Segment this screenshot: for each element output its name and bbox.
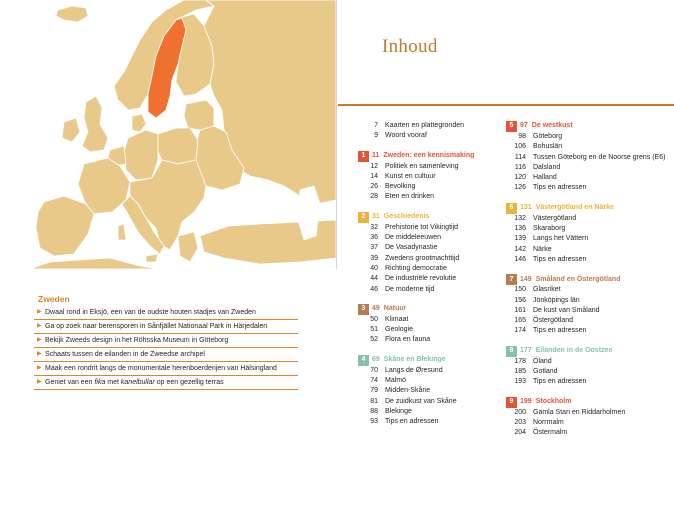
toc-entry[interactable] [506, 418, 668, 428]
toc-entry[interactable] [506, 408, 668, 418]
toc-page: 126 [514, 184, 526, 192]
toc-entry[interactable] [358, 264, 508, 274]
toc-entry[interactable] [506, 326, 668, 336]
chapter-page: 49 [372, 305, 380, 313]
toc-title: De zuidkust van Skåne [385, 397, 457, 405]
poland [156, 128, 198, 164]
toc-entry[interactable] [358, 162, 508, 172]
highlights-title: Zweden [38, 294, 70, 304]
chapter-number-badge: 9 [506, 397, 517, 408]
page-fold [336, 0, 337, 269]
chapter-title: De westkust [531, 122, 573, 130]
toc-entry[interactable] [506, 255, 668, 265]
toc-entry[interactable] [506, 428, 668, 438]
toc-title: Öland [533, 357, 552, 365]
toc-title: Skaraborg [533, 225, 566, 233]
toc-entry[interactable] [506, 142, 668, 152]
toc-title: Kaarten en plattegronden [385, 122, 465, 129]
chapter-title: Skåne en Blekinge [383, 356, 446, 364]
europe-map [0, 0, 336, 269]
toc-entry[interactable] [358, 315, 508, 325]
toc-entry[interactable] [506, 245, 668, 255]
toc-entry[interactable] [358, 386, 508, 396]
toc-entry[interactable] [506, 285, 668, 295]
toc-page: 139 [514, 235, 526, 243]
toc-entry[interactable] [506, 306, 668, 316]
toc-chapter [506, 274, 668, 336]
toc-title: Göteborg [533, 133, 563, 140]
toc-page: 44 [370, 275, 378, 283]
toc-title: Östergötland [533, 317, 574, 325]
toc-page: 74 [370, 377, 378, 385]
toc-entry[interactable] [506, 173, 668, 183]
toc-page: 93 [370, 418, 378, 426]
chapter-page: 97 [520, 122, 528, 130]
arrow-icon: ▶ [37, 379, 42, 385]
chapter-number-badge: 7 [506, 274, 517, 285]
highlight-text-italic: fika [94, 379, 106, 386]
toc-page: 98 [518, 133, 526, 140]
baltics [184, 100, 214, 130]
toc-page: 81 [370, 397, 378, 405]
toc-title: Halland [533, 174, 557, 182]
toc-entry[interactable] [358, 325, 508, 335]
toc-title: De moderne tijd [385, 285, 435, 293]
toc-title: Dalsland [533, 163, 561, 171]
toc-title: Gamla Stan en Riddarholmen [533, 408, 626, 416]
toc-title: Tips en adressen [385, 418, 439, 426]
toc-title: Klimaat [385, 315, 409, 323]
toc-entry[interactable] [358, 223, 508, 233]
toc-title: De Vasadynastie [385, 244, 438, 252]
toc-title: Malmö [385, 377, 407, 385]
arrow-icon: ▶ [37, 365, 42, 371]
chapter-page: 177 [520, 347, 532, 355]
toc-entry[interactable] [358, 254, 508, 264]
toc-chapter [506, 346, 668, 388]
toc-entry[interactable] [358, 182, 508, 192]
chapter-heading[interactable] [506, 121, 668, 132]
toc-title: Närke [533, 245, 552, 253]
highlight-item [34, 306, 298, 320]
toc-entry[interactable] [506, 132, 668, 142]
toc-page: 174 [514, 327, 526, 335]
highlight-text-a: Geniet van een [45, 379, 95, 386]
toc-title: Langs het Vättern [533, 235, 589, 243]
toc-title: Flora en fauna [385, 336, 431, 344]
toc-right-column [506, 121, 668, 439]
toc-entry[interactable] [358, 243, 508, 253]
chapter-title: Eilanden in de Oostzee [535, 347, 613, 355]
chapter-heading[interactable] [506, 397, 668, 408]
toc-page: 51 [370, 326, 378, 334]
chapter-page: 31 [372, 213, 380, 221]
toc-entry[interactable] [506, 357, 668, 367]
chapter-page: 11 [372, 151, 380, 159]
toc-entry[interactable] [358, 192, 508, 202]
toc-title: Eten en drinken [385, 193, 435, 201]
toc-chapter [358, 355, 508, 428]
toc-chapter [506, 203, 668, 265]
toc-page: 150 [514, 286, 526, 294]
toc-title: Tips en adressen [533, 184, 587, 192]
toc-entry[interactable] [506, 224, 668, 234]
toc-page: 136 [514, 225, 526, 233]
toc-page: 28 [370, 193, 378, 201]
toc-entry[interactable] [506, 183, 668, 193]
toc-page: 46 [370, 285, 378, 293]
toc-entry[interactable] [506, 234, 668, 244]
chapter-page: 149 [520, 275, 532, 283]
toc-page: 88 [370, 407, 378, 415]
chapter-page: 69 [372, 356, 380, 364]
toc-entry[interactable] [358, 285, 508, 295]
toc-page: 32 [370, 223, 378, 231]
highlight-item [34, 376, 298, 390]
toc-entry[interactable] [506, 214, 668, 224]
toc-title: Woord vooraf [385, 132, 427, 140]
toc-title: Tips en adressen [533, 327, 587, 335]
toc-page: 178 [514, 357, 526, 365]
toc-chapter [358, 151, 508, 203]
chapter-heading[interactable] [358, 151, 508, 162]
toc-page: 40 [370, 264, 378, 272]
toc-page: 146 [514, 255, 526, 263]
toc-title: Prehistorie tot Vikingtijd [385, 223, 459, 231]
toc-entry[interactable] [358, 335, 508, 345]
toc-page: 79 [370, 387, 378, 395]
toc-title: Richting democratie [385, 264, 447, 272]
toc-entry[interactable] [358, 172, 508, 182]
toc-chapter [506, 397, 668, 439]
highlight-text: Maak een rondrit langs de monumentale herenboerderijen van Hälsingland [45, 365, 277, 372]
toc-page: 193 [514, 378, 526, 386]
highlight-text: Dwaal rond in Eksjö, een van de oudste houten stadjes van Zweden [45, 309, 256, 316]
toc-page: 39 [370, 254, 378, 262]
highlight-text-italic: kanelbullar [120, 379, 155, 386]
toc-title: Tips en adressen [533, 255, 587, 263]
toc-entry[interactable] [506, 163, 668, 173]
toc-entry[interactable] [358, 376, 508, 386]
toc-title: Midden-Skåne [385, 387, 431, 395]
toc-title: Tips en adressen [533, 378, 587, 386]
toc-entry[interactable] [506, 316, 668, 326]
toc-title: Zwedens grootmachttijd [385, 254, 460, 262]
toc-entry[interactable] [358, 407, 508, 417]
chapter-heading[interactable] [506, 274, 668, 285]
toc-entry[interactable] [506, 367, 668, 377]
toc-title: Östermalm [533, 429, 568, 437]
highlight-text: Ga op zoek naar berensporen in Sånfjället Nationaal Park in Härjedalen [45, 323, 268, 330]
chapter-title: Zweden: een kennismaking [383, 151, 475, 159]
chapter-heading[interactable] [358, 212, 508, 223]
chapter-heading[interactable] [506, 203, 668, 214]
caspian-sea [298, 186, 320, 240]
toc-title: De middeleeuwen [385, 234, 442, 242]
arrow-icon: ▶ [37, 337, 42, 343]
page-title: Inhoud [382, 36, 438, 57]
toc-entry[interactable] [358, 366, 508, 376]
toc-left-column [358, 121, 508, 428]
toc-page: 50 [370, 315, 378, 323]
chapter-number-badge: 3 [358, 304, 369, 315]
highlight-text: Bekijk Zweeds design in het Röhsska Museum in Göteborg [45, 337, 229, 344]
toc-page: 203 [514, 418, 526, 426]
toc-page: 52 [370, 336, 378, 344]
chapter-page: 131 [520, 204, 532, 212]
toc-page: 14 [370, 172, 378, 180]
toc-title: Glasriket [533, 286, 561, 294]
toc-title: Bohuslän [533, 143, 563, 151]
toc-page: 185 [514, 368, 526, 376]
toc-entry[interactable] [358, 397, 508, 407]
toc-page: 116 [514, 163, 526, 171]
chapter-title: Natuur [383, 305, 407, 313]
toc-page: 70 [370, 366, 378, 374]
highlight-text: Schaats tussen de eilanden in de Zweedse archipel [45, 351, 205, 358]
highlight-item [34, 334, 298, 348]
toc-page: 204 [514, 429, 526, 437]
toc-title: Tussen Göteborg en de Noorse grens (E6) [533, 153, 666, 161]
highlight-item [34, 348, 298, 362]
toc-page: 7 [374, 122, 378, 129]
toc-title: Politiek en samenleving [385, 162, 459, 170]
title-rule [338, 104, 674, 106]
toc-title: De kust van Småland [533, 306, 600, 314]
toc-entry[interactable] [506, 153, 668, 163]
highlights-box [34, 294, 298, 390]
toc-entry[interactable] [506, 296, 668, 306]
toc-page: 142 [514, 245, 526, 253]
toc-page: 9 [374, 132, 378, 140]
arrow-icon: ▶ [37, 323, 42, 329]
toc-entry[interactable] [358, 417, 508, 427]
toc-page: 200 [514, 408, 526, 416]
toc-title: De industriële revolutie [385, 275, 457, 283]
chapter-page: 199 [520, 397, 532, 405]
arrow-icon: ▶ [37, 351, 42, 357]
chapter-number-badge: 1 [358, 151, 369, 162]
highlight-text-b: met [105, 379, 121, 386]
toc-chapter [358, 212, 508, 295]
toc-entry[interactable] [358, 121, 508, 131]
toc-page: 165 [514, 317, 526, 325]
chapter-title: Småland en Östergötland [535, 275, 621, 283]
chapter-heading[interactable] [358, 355, 508, 366]
toc-page: 161 [514, 306, 526, 314]
chapter-title: Västergötland en Närke [535, 204, 614, 212]
chapter-heading[interactable] [506, 346, 668, 357]
toc-title: Bevolking [385, 183, 416, 191]
chapter-heading[interactable] [358, 304, 508, 315]
toc-page: 37 [370, 244, 378, 252]
chapter-title: Geschiedenis [383, 213, 430, 221]
toc-entry[interactable] [358, 233, 508, 243]
toc-chapter [358, 304, 508, 346]
toc-entry[interactable] [358, 131, 508, 141]
chapter-title: Stockholm [535, 397, 572, 405]
toc-title: Västergötland [533, 214, 577, 222]
toc-page: 120 [514, 174, 526, 182]
toc-page: 106 [514, 143, 526, 151]
toc-title: Langs de Øresund [385, 366, 443, 374]
toc-page: 132 [514, 214, 526, 222]
highlight-item [34, 362, 298, 376]
toc-page: 114 [514, 153, 526, 161]
chapter-number-badge: 6 [506, 203, 517, 214]
toc-entry[interactable] [506, 377, 668, 387]
toc-page: 26 [370, 183, 378, 191]
toc-title: Norrmalm [533, 418, 564, 426]
toc-title: Geologie [385, 326, 414, 334]
toc-page: 36 [370, 234, 378, 242]
toc-entry[interactable] [358, 274, 508, 284]
arrow-icon: ▶ [37, 309, 42, 315]
chapter-number-badge: 8 [506, 346, 517, 357]
highlight-text-c: op een gezellig terras [154, 379, 224, 386]
germany [124, 130, 158, 180]
toc-title: Jönköpings län [533, 296, 580, 304]
chapter-number-badge: 5 [506, 121, 517, 132]
toc-title: Gotland [533, 368, 558, 376]
highlight-item [34, 320, 298, 334]
toc-page: 156 [514, 296, 526, 304]
chapter-number-badge: 4 [358, 355, 369, 366]
toc-title: Kunst en cultuur [385, 172, 436, 180]
toc-title: Blekinge [385, 407, 412, 415]
toc-page: 12 [370, 162, 378, 170]
toc-chapter [506, 121, 668, 194]
chapter-number-badge: 2 [358, 212, 369, 223]
